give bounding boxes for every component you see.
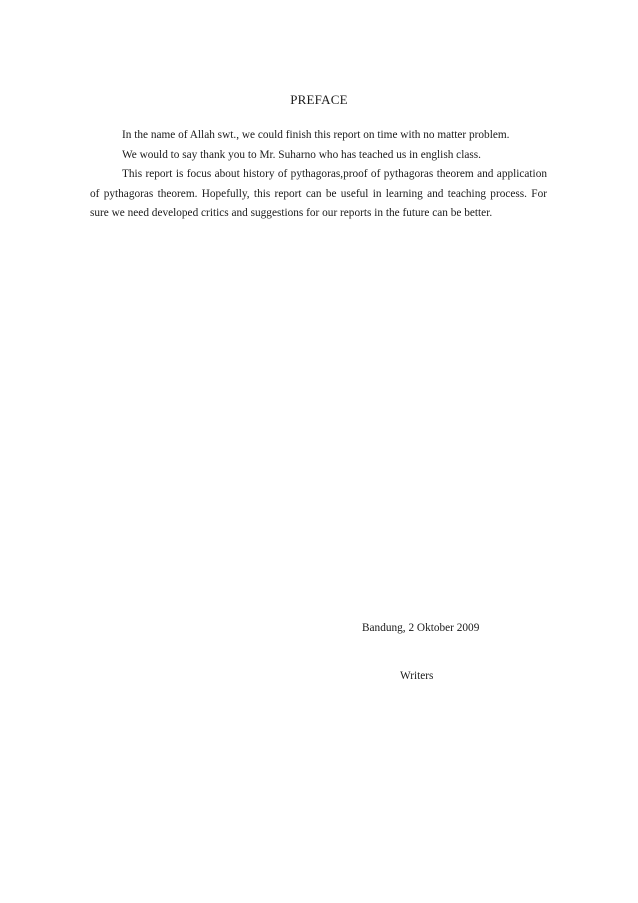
place-date: Bandung, 2 Oktober 2009 (362, 622, 480, 634)
paragraph-thanks: We would to say thank you to Mr. Suharno who has teached us in english class. (122, 148, 481, 161)
paragraph-opening: In the name of Allah swt., we could finish this report on time with no matter problem. (122, 129, 510, 141)
preface-body (90, 126, 547, 224)
page-title: PREFACE (290, 92, 348, 107)
signature: Writers (400, 670, 434, 682)
paragraph-report-scope: This report is focus about history of pythagoras,proof of pythagoras theorem and application of pythagoras theorem. Hopefully, this report can be useful in learning and teaching process. For sure we need developed critics and suggestions for our reports in the future can be better. (90, 168, 547, 219)
